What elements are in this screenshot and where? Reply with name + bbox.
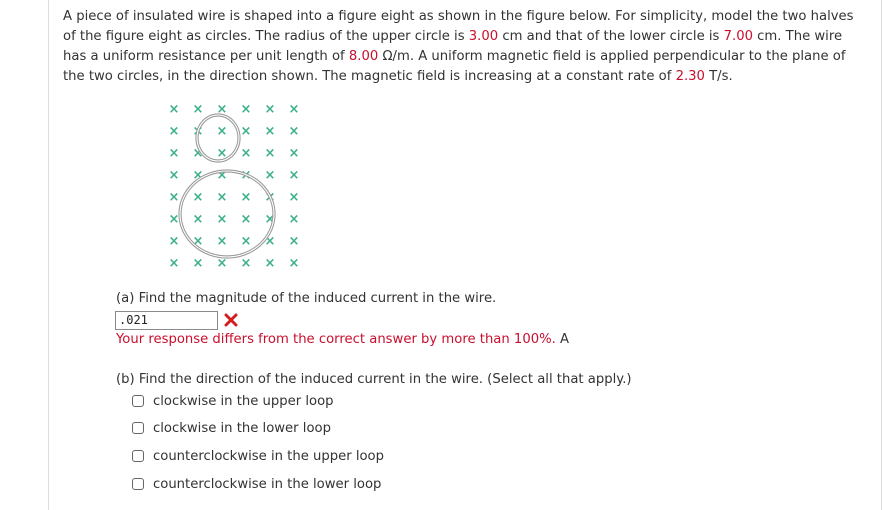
option-label: counterclockwise in the upper loop (153, 448, 384, 464)
field-x-mark: × (168, 168, 180, 183)
field-x-mark: × (168, 256, 180, 271)
answer-unit: A (560, 332, 570, 347)
resistance-value: 8.00 (348, 49, 379, 64)
field-x-mark: × (288, 190, 300, 205)
field-x-mark: × (192, 212, 204, 227)
field-x-mark: × (216, 212, 228, 227)
field-x-mark: × (240, 256, 252, 271)
field-x-mark: × (288, 124, 300, 139)
checkbox[interactable] (132, 450, 144, 462)
field-x-mark: × (240, 190, 252, 205)
field-x-mark: × (240, 212, 252, 227)
field-rate-value: 2.30 (675, 69, 705, 84)
part-b-question: (b) Find the direction of the induced current in the wire. (Select all that apply.) (116, 372, 632, 387)
option-label: clockwise in the upper loop (153, 393, 334, 409)
field-x-mark: × (264, 190, 276, 205)
field-x-mark: × (192, 190, 204, 205)
part-a-answer-row (115, 310, 238, 330)
checkbox[interactable] (132, 478, 144, 490)
field-x-mark: × (288, 102, 300, 117)
checkbox[interactable] (132, 422, 144, 434)
field-x-mark: × (288, 168, 300, 183)
feedback-text: Your response differs from the correct answer by more than 100%. (116, 332, 556, 347)
field-x-mark: × (192, 146, 204, 161)
field-x-mark: × (288, 234, 300, 249)
field-x-mark: × (168, 124, 180, 139)
problem-text: cm and that of the lower circle is (498, 29, 724, 44)
field-x-mark: × (264, 102, 276, 117)
field-x-mark: × (216, 256, 228, 271)
field-x-mark: × (264, 124, 276, 139)
field-x-mark: × (216, 124, 228, 139)
option-label: clockwise in the lower loop (153, 420, 331, 436)
field-x-mark: × (216, 168, 228, 183)
field-x-mark: × (192, 102, 204, 117)
field-x-mark: × (240, 234, 252, 249)
option-ccw-upper[interactable] (132, 447, 384, 465)
field-x-mark: × (192, 168, 204, 183)
field-x-mark: × (264, 168, 276, 183)
field-x-mark: × (240, 168, 252, 183)
figure-eight-diagram (166, 100, 312, 274)
field-x-mark: × (168, 234, 180, 249)
checkbox[interactable] (132, 395, 144, 407)
part-a-answer-input[interactable] (115, 311, 218, 330)
problem-statement (63, 7, 869, 87)
field-x-mark: × (168, 190, 180, 205)
field-x-mark: × (288, 146, 300, 161)
field-x-mark: × (240, 146, 252, 161)
field-x-mark: × (264, 256, 276, 271)
option-cw-upper[interactable] (132, 392, 334, 410)
field-x-mark: × (264, 146, 276, 161)
part-a-question: (a) Find the magnitude of the induced current in the wire. (116, 291, 497, 306)
field-x-mark: × (192, 256, 204, 271)
field-x-mark: × (216, 190, 228, 205)
incorrect-x-icon (224, 313, 238, 327)
field-x-mark: × (192, 234, 204, 249)
problem-text: Ω/m. A uniform magnetic field is applied perpendicular to the plane of the two circles, in the direction shown. The magnetic field is increasing at a constant rate of (63, 49, 846, 84)
field-x-mark: × (192, 124, 204, 139)
figure-eight-svg (166, 100, 312, 274)
option-cw-lower[interactable] (132, 419, 331, 437)
field-x-mark: × (288, 256, 300, 271)
option-label: counterclockwise in the lower loop (153, 476, 382, 492)
part-a-feedback (116, 332, 569, 347)
problem-text: cm. The wire has a uniform resistance per unit length of (63, 29, 843, 64)
field-x-mark: × (168, 146, 180, 161)
problem-text: T/s. (704, 69, 733, 84)
lower-radius-value: 7.00 (723, 29, 753, 44)
field-x-mark: × (264, 212, 276, 227)
field-x-mark: × (216, 102, 228, 117)
field-x-mark: × (288, 212, 300, 227)
problem-text: A piece of insulated wire is shaped into a figure eight as shown in the figure below. For simplicity, model the two halves of the figure eight as circles. The radius of the upper circle is (63, 9, 854, 44)
field-x-mark: × (240, 124, 252, 139)
field-x-mark: × (216, 146, 228, 161)
field-x-mark: × (216, 234, 228, 249)
field-x-mark: × (264, 234, 276, 249)
field-x-mark: × (168, 212, 180, 227)
field-x-mark: × (240, 102, 252, 117)
field-x-mark: × (168, 102, 180, 117)
upper-radius-value: 3.00 (468, 29, 499, 44)
option-ccw-lower[interactable] (132, 475, 381, 493)
